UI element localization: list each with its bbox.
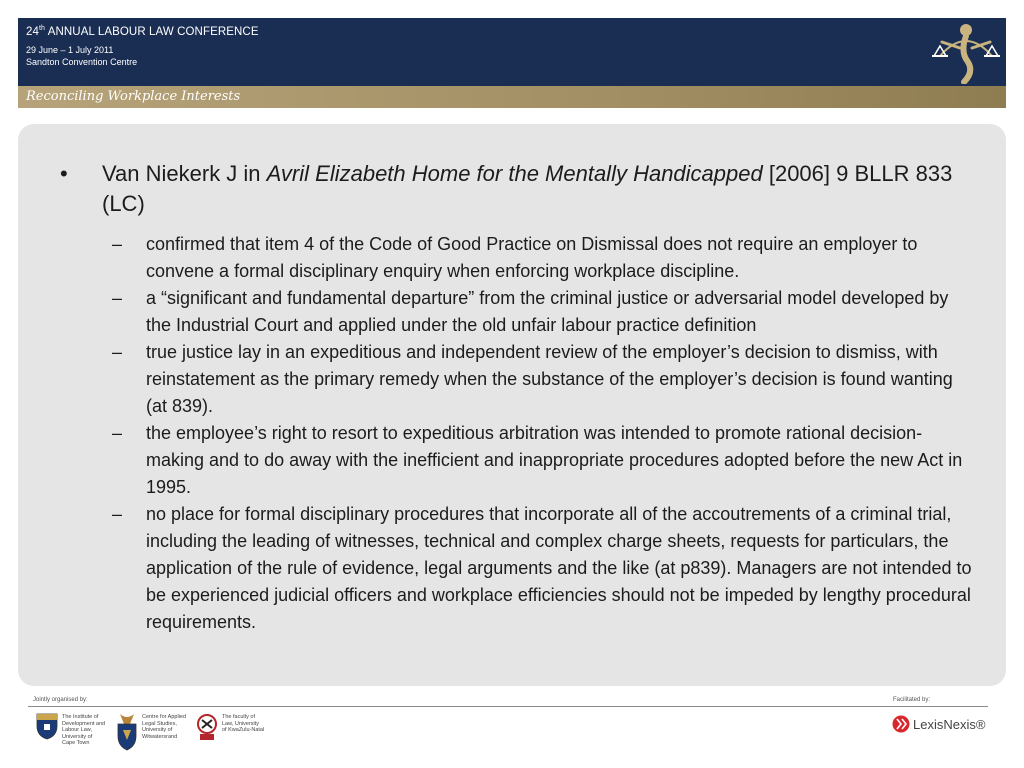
conference-header: [18, 18, 1006, 86]
subpoint-text: no place for formal disciplinary procedures that incorporate all of the accoutrements of a criminal trial, including the leading of witnesses, technical and complex charge sheets, requests for particulars, the application of the rule of evidence, legal arguments and the like (at p839). Managers are not intended to be experienced judicial officers and workplace efficiencies should not be impeded by lengthy procedural requirements.: [146, 504, 972, 632]
subpoint: [112, 501, 972, 636]
subpoint: [112, 420, 972, 501]
org-text: The Institute of Development and Labour Law, University of Cape Town: [62, 714, 106, 746]
theme-text: Reconciling Workplace Interests: [26, 89, 241, 104]
org-ukzn: [196, 712, 265, 749]
theme-band: [18, 86, 1006, 108]
dash-marker: –: [112, 234, 123, 254]
subpoint-text: the employee’s right to resort to expeditious arbitration was intended to promote rational decision-making and to do away with the inefficient and inappropriate procedures adopted before the new Act in 1995.: [146, 423, 963, 497]
subpoint: [112, 231, 972, 285]
lexisnexis-logo-icon: [891, 714, 911, 734]
scales-figure-icon: [930, 18, 1002, 84]
subpoint: [112, 285, 972, 339]
org-uct: [36, 712, 106, 746]
dash-marker: –: [112, 504, 123, 524]
dash-marker: –: [112, 342, 123, 362]
wits-crest-icon: [116, 712, 138, 752]
org-wits: [116, 712, 187, 757]
sponsor-lexisnexis: [891, 714, 986, 739]
org-text: The faculty of Law, University of KwaZulu-Natal: [222, 714, 265, 733]
bullet-marker: •: [60, 161, 68, 186]
uct-crest-icon: [36, 712, 58, 740]
facilitator-label: Facilitated by:: [893, 697, 931, 703]
org-text: Centre for Applied Legal Studies, University of Witwatersrand: [142, 714, 187, 740]
conference-title: 24th ANNUAL LABOUR LAW CONFERENCE: [26, 25, 259, 38]
sponsor-name: LexisNexis®: [913, 717, 986, 732]
subpoint-text: true justice lay in an expeditious and independent review of the employer’s decision to dismiss, with reinstatement as the primary remedy when the substance of the employer’s decision is found wanting (at 839).: [146, 342, 953, 416]
subpoint-list: [112, 231, 972, 636]
bullet-text: Van Niekerk J in Avril Elizabeth Home for the Mentally Handicapped [2006] 9 BLLR 833 (LC): [102, 161, 953, 216]
subpoint-text: confirmed that item 4 of the Code of Good Practice on Dismissal does not require an employer to convene a formal disciplinary enquiry when enforcing workplace discipline.: [146, 234, 918, 281]
subpoint: [112, 339, 972, 420]
ukzn-crest-icon: [196, 712, 218, 744]
conference-venue: Sandton Convention Centre: [26, 57, 138, 67]
organisers-label: Jointly organised by:: [33, 697, 88, 703]
dash-marker: –: [112, 423, 123, 443]
dash-marker: –: [112, 288, 123, 308]
footer-divider: [28, 706, 988, 707]
case-name: Avril Elizabeth Home for the Mentally Handicapped: [266, 161, 763, 186]
conference-date: 29 June – 1 July 2011: [26, 45, 114, 55]
subpoint-text: a “significant and fundamental departure” from the criminal justice or adversarial model developed by the Industrial Court and applied under the old unfair labour practice definition: [146, 288, 949, 335]
